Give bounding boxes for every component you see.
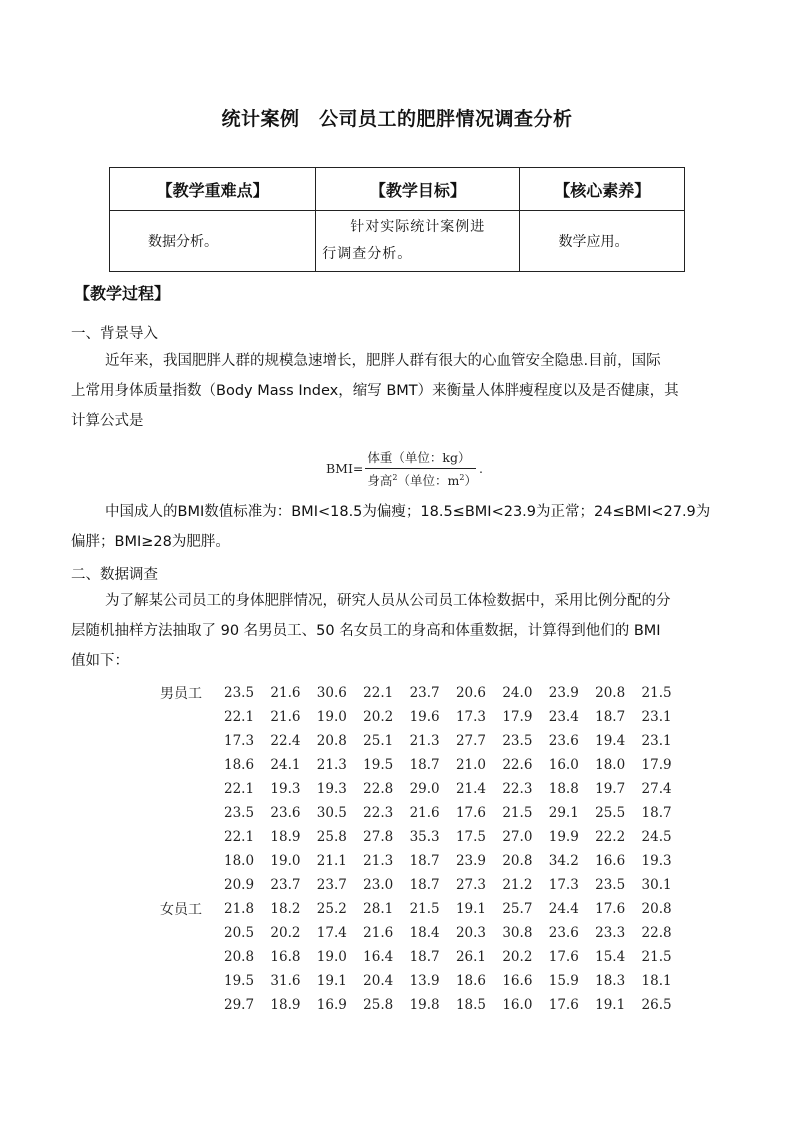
bmi-value: 21.6 (270, 685, 301, 701)
standard-line: 偏胖；BMI≥28为肥胖。 (71, 534, 230, 550)
bmi-value: 28.1 (363, 901, 394, 917)
bmi-value: 31.6 (270, 973, 301, 989)
standard-line: 中国成人的BMI数值标准为：BMI<18.5为偏瘦；18.5≤BMI<23.9为正常；24≤BMI<27.9为 (105, 504, 711, 520)
bmi-value: 19.1 (595, 997, 626, 1013)
table-row (160, 825, 688, 849)
bmi-value: 18.9 (270, 997, 301, 1013)
background-line: 计算公式是 (71, 413, 144, 429)
denominator-unit: （单位：m (397, 473, 460, 488)
bmi-value: 30.8 (502, 925, 533, 941)
denominator-exponent: 2 (392, 472, 398, 482)
bmi-value: 20.2 (502, 949, 533, 965)
formula-tail: . (478, 461, 483, 476)
bmi-value: 22.3 (502, 781, 533, 797)
bmi-value: 17.6 (595, 901, 626, 917)
bmi-value: 25.8 (363, 997, 394, 1013)
bmi-value: 19.0 (316, 709, 347, 725)
female-label: 女员工 (160, 902, 202, 918)
row-spacer (160, 729, 224, 753)
bmi-value: 20.2 (363, 709, 394, 725)
bmi-value: 30.1 (641, 877, 672, 893)
bmi-value: 22.8 (363, 781, 394, 797)
bmi-value: 17.6 (548, 949, 579, 965)
bmi-value: 18.7 (409, 949, 440, 965)
bmi-value: 30.5 (316, 805, 347, 821)
bmi-value: 27.0 (502, 829, 533, 845)
table-row (160, 681, 688, 705)
survey-line: 值如下： (71, 653, 129, 669)
bmi-value: 22.6 (502, 757, 533, 773)
row-spacer (160, 873, 224, 897)
bmi-value: 23.7 (409, 685, 440, 701)
bmi-value: 21.3 (363, 853, 394, 869)
bmi-value: 15.4 (595, 949, 626, 965)
survey-paragraph (71, 586, 723, 676)
bmi-value: 19.4 (595, 733, 626, 749)
bmi-value: 17.4 (316, 925, 347, 941)
bmi-value: 22.3 (363, 805, 394, 821)
bmi-value: 20.9 (224, 877, 255, 893)
bmi-value: 22.1 (224, 829, 255, 845)
bmi-value: 21.0 (455, 757, 487, 773)
bmi-value: 20.2 (270, 925, 301, 941)
bmi-value: 16.6 (595, 853, 626, 869)
header-core-literacy: 【核心素养】 (520, 168, 685, 211)
bmi-value: 17.9 (641, 757, 672, 773)
header-key-points: 【教学重难点】 (110, 168, 316, 211)
denominator-text: 身高 (367, 473, 393, 488)
bmi-value: 18.9 (270, 829, 301, 845)
bmi-value: 17.9 (502, 709, 533, 725)
bmi-value: 35.3 (409, 829, 440, 845)
bmi-value: 21.4 (455, 781, 487, 797)
bmi-value: 19.3 (641, 853, 672, 869)
bmi-value: 20.8 (641, 901, 672, 917)
bmi-value: 24.1 (270, 757, 301, 773)
row-spacer (160, 801, 224, 825)
survey-line: 层随机抽样方法抽取了 90 名男员工、50 名女员工的身高和体重数据，计算得到他们的 BMI (71, 623, 661, 639)
bmi-value: 23.9 (548, 685, 579, 701)
background-paragraph (71, 346, 723, 436)
bmi-value: 19.9 (548, 829, 579, 845)
page-title: 统计案例 公司员工的肥胖情况调查分析 (221, 108, 573, 130)
bmi-value: 18.5 (455, 997, 487, 1013)
bmi-value: 27.3 (455, 877, 487, 893)
bmi-value: 27.4 (641, 781, 672, 797)
table-header-row (110, 168, 685, 211)
goal-line-2: 行调查分析。 (322, 246, 413, 262)
bmi-value: 22.1 (224, 709, 255, 725)
bmi-value: 15.9 (548, 973, 579, 989)
row-spacer (160, 945, 224, 969)
bmi-value: 20.5 (224, 925, 255, 941)
bmi-value: 17.6 (548, 997, 579, 1013)
bmi-value: 25.1 (363, 733, 394, 749)
bmi-value: 23.7 (316, 877, 347, 893)
bmi-value: 23.9 (455, 853, 487, 869)
bmi-value: 17.3 (224, 733, 255, 749)
formula-lhs: BMI= (326, 461, 364, 476)
row-spacer (160, 825, 224, 849)
bmi-value: 23.5 (595, 877, 626, 893)
bmi-value: 26.5 (641, 997, 672, 1013)
bmi-value: 21.8 (224, 901, 255, 917)
bmi-value: 17.5 (455, 829, 487, 845)
bmi-value: 20.8 (595, 685, 626, 701)
bmi-value: 16.6 (502, 973, 533, 989)
bmi-value: 25.8 (316, 829, 347, 845)
bmi-value: 18.2 (270, 901, 301, 917)
bmi-value: 21.3 (409, 733, 440, 749)
cell-teaching-goal (316, 211, 520, 272)
table-row (160, 705, 688, 729)
bmi-value: 17.3 (455, 709, 487, 725)
bmi-value: 24.4 (548, 901, 579, 917)
bmi-value: 16.0 (502, 997, 533, 1013)
bmi-value: 19.1 (455, 901, 487, 917)
bmi-value: 18.7 (595, 709, 626, 725)
row-spacer (160, 921, 224, 945)
bmi-value: 23.5 (224, 805, 255, 821)
bmi-value: 16.0 (548, 757, 579, 773)
bmi-value: 20.6 (455, 685, 487, 701)
table-row (160, 897, 688, 921)
bmi-value: 18.4 (409, 925, 440, 941)
bmi-value: 17.6 (455, 805, 487, 821)
bmi-value: 26.1 (455, 949, 487, 965)
bmi-value: 19.8 (409, 997, 440, 1013)
table-row (160, 969, 688, 993)
formula-fraction (365, 448, 479, 489)
bmi-value: 16.4 (363, 949, 394, 965)
bmi-value: 24.5 (641, 829, 672, 845)
row-spacer (160, 969, 224, 993)
process-heading: 【教学过程】 (74, 284, 171, 303)
bmi-value: 21.5 (502, 805, 533, 821)
bmi-value: 18.6 (224, 757, 255, 773)
bmi-value: 29.0 (409, 781, 440, 797)
section-survey-heading: 二、数据调查 (71, 567, 158, 583)
bmi-value: 18.7 (641, 805, 672, 821)
bmi-value: 18.7 (409, 877, 440, 893)
bmi-value: 22.2 (595, 829, 626, 845)
bmi-value: 21.1 (316, 853, 347, 869)
male-label: 男员工 (160, 686, 202, 702)
bmi-value: 19.6 (409, 709, 440, 725)
goal-line-1: 针对实际统计案例进 (350, 219, 486, 235)
table-row (160, 777, 688, 801)
bmi-value: 18.6 (455, 973, 487, 989)
bmi-value: 23.7 (270, 877, 301, 893)
denominator-unit-exponent: 2 (459, 472, 465, 482)
bmi-value: 16.9 (316, 997, 347, 1013)
bmi-value: 27.7 (455, 733, 487, 749)
bmi-value: 27.8 (363, 829, 394, 845)
bmi-value: 25.7 (502, 901, 533, 917)
bmi-value: 21.6 (363, 925, 394, 941)
survey-line: 为了解某公司员工的身体肥胖情况，研究人员从公司员工体检数据中，采用比例分配的分 (105, 593, 671, 609)
bmi-value: 19.0 (270, 853, 301, 869)
bmi-value: 29.1 (548, 805, 579, 821)
bmi-value: 23.5 (502, 733, 533, 749)
bmi-value: 20.8 (224, 949, 255, 965)
bmi-value: 19.1 (316, 973, 347, 989)
table-row (160, 993, 688, 1017)
bmi-value: 23.0 (363, 877, 394, 893)
table-body-row (110, 211, 685, 272)
formula-numerator: 体重（单位：kg） (365, 448, 476, 469)
bmi-value: 18.7 (409, 853, 440, 869)
row-spacer (160, 849, 224, 873)
bmi-value: 22.1 (224, 781, 255, 797)
bmi-value: 21.3 (316, 757, 347, 773)
bmi-value: 19.0 (316, 949, 347, 965)
bmi-value: 19.7 (595, 781, 626, 797)
bmi-value: 24.0 (502, 685, 533, 701)
bmi-value: 18.1 (641, 973, 672, 989)
bmi-value: 23.1 (641, 709, 672, 725)
bmi-value: 23.5 (224, 685, 255, 701)
bmi-value: 13.9 (409, 973, 440, 989)
bmi-value: 23.4 (548, 709, 579, 725)
bmi-data-table (160, 681, 688, 1017)
background-line: 近年来，我国肥胖人群的规模急速增长，肥胖人群有很大的心血管安全隐患.目前，国际 (105, 353, 661, 369)
table-row (160, 801, 688, 825)
row-spacer (160, 705, 224, 729)
bmi-value: 17.3 (548, 877, 579, 893)
bmi-value: 34.2 (548, 853, 579, 869)
bmi-value: 23.6 (548, 733, 579, 749)
bmi-value: 22.8 (641, 925, 672, 941)
bmi-value: 22.4 (270, 733, 301, 749)
table-row (160, 945, 688, 969)
bmi-value: 25.2 (316, 901, 347, 917)
bmi-formula (326, 448, 483, 489)
bmi-value: 18.0 (224, 853, 255, 869)
bmi-value: 16.8 (270, 949, 301, 965)
background-line: 上常用身体质量指数（Body Mass Index，缩写 BMT）来衡量人体胖瘦程度以及是否健康，其 (71, 383, 679, 399)
bmi-value: 21.5 (641, 949, 672, 965)
bmi-value: 23.6 (548, 925, 579, 941)
denominator-close: ） (464, 473, 477, 488)
cell-key-points: 数据分析。 (110, 211, 316, 272)
bmi-value: 29.7 (224, 997, 255, 1013)
table-row (160, 873, 688, 897)
bmi-value: 20.3 (455, 925, 487, 941)
table-row (160, 921, 688, 945)
cell-core-literacy: 数学应用。 (520, 211, 685, 272)
row-spacer (160, 753, 224, 777)
bmi-value: 18.0 (595, 757, 626, 773)
bmi-value: 21.6 (409, 805, 440, 821)
table-row (160, 849, 688, 873)
bmi-value: 18.8 (548, 781, 579, 797)
teaching-info-table (109, 167, 685, 272)
bmi-value: 21.5 (641, 685, 672, 701)
table-row (160, 729, 688, 753)
bmi-value: 18.7 (409, 757, 440, 773)
bmi-value: 22.1 (363, 685, 394, 701)
bmi-value: 23.6 (270, 805, 301, 821)
row-spacer (160, 993, 224, 1017)
bmi-value: 18.3 (595, 973, 626, 989)
bmi-standard-paragraph (71, 497, 723, 557)
bmi-value: 20.4 (363, 973, 394, 989)
row-spacer (160, 777, 224, 801)
bmi-value: 21.6 (270, 709, 301, 725)
section-background-heading: 一、背景导入 (71, 326, 158, 342)
bmi-value: 19.5 (363, 757, 394, 773)
formula-denominator (365, 469, 479, 489)
bmi-value: 23.1 (641, 733, 672, 749)
bmi-value: 30.6 (316, 685, 347, 701)
bmi-value: 23.3 (595, 925, 626, 941)
bmi-value: 20.8 (316, 733, 347, 749)
bmi-value: 19.5 (224, 973, 255, 989)
bmi-value: 20.8 (502, 853, 533, 869)
header-teaching-goal: 【教学目标】 (316, 168, 520, 211)
bmi-value: 21.2 (502, 877, 533, 893)
bmi-value: 21.5 (409, 901, 440, 917)
bmi-value: 25.5 (595, 805, 626, 821)
bmi-value: 19.3 (316, 781, 347, 797)
bmi-value: 19.3 (270, 781, 301, 797)
table-row (160, 753, 688, 777)
